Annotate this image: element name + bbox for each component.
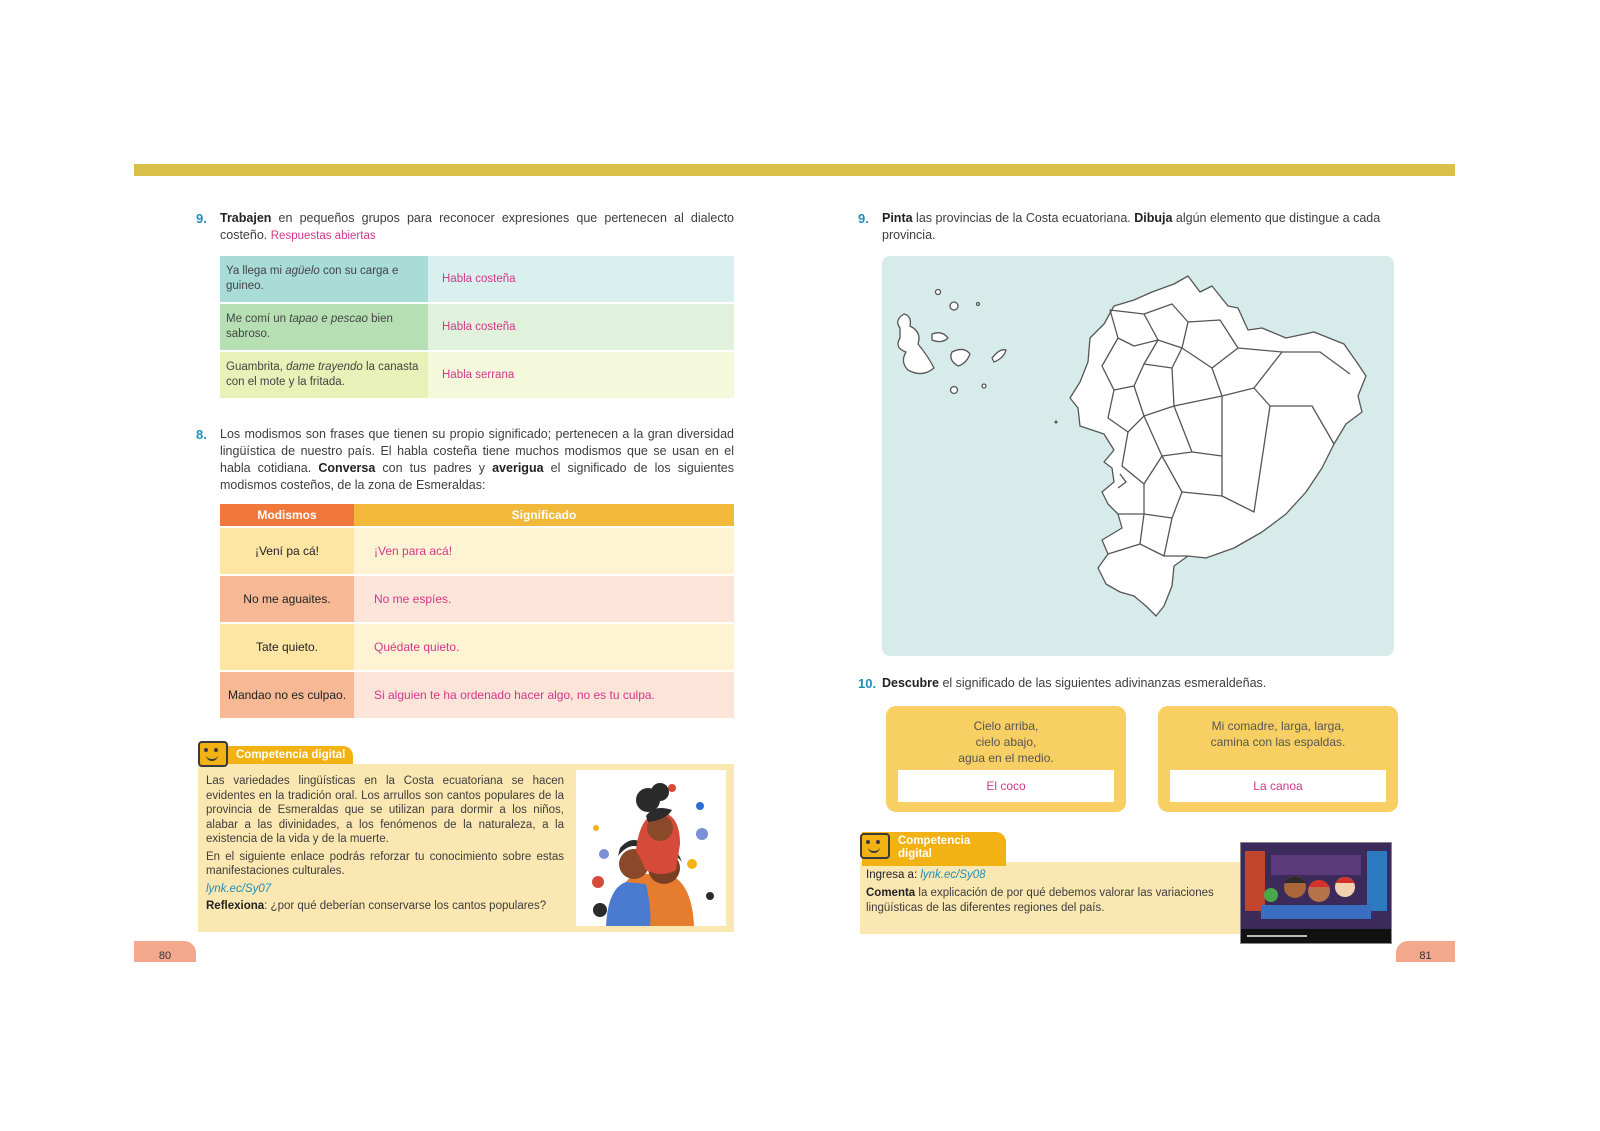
verb-pinta: Pinta bbox=[882, 211, 913, 225]
dialect-row bbox=[220, 303, 734, 351]
page-number-right: 81 bbox=[1396, 941, 1455, 962]
modismos-table bbox=[220, 504, 734, 720]
question-9-right bbox=[858, 210, 1398, 244]
intro-3: el significado de los siguientes modismos costeños, de la zona de Esmeraldas: bbox=[220, 461, 735, 492]
dialect-answer-cell[interactable]: Habla costeña bbox=[428, 303, 734, 351]
cartoon-classroom-image bbox=[1241, 843, 1391, 943]
comenta-line bbox=[866, 886, 1220, 915]
riddle-text bbox=[886, 718, 1126, 766]
robot-icon bbox=[198, 741, 228, 767]
verb-averigua: averigua bbox=[492, 461, 544, 475]
question-text bbox=[882, 675, 1398, 692]
singers-illustration bbox=[576, 770, 726, 926]
comenta-label: Comenta bbox=[866, 887, 916, 899]
dialect-table bbox=[220, 256, 734, 400]
expression-cell bbox=[220, 256, 428, 303]
verb-conversa: Conversa bbox=[318, 461, 376, 475]
paragraph-2: En el siguiente enlace podrás reforzar tu conocimiento sobre estas manifestaciones culturales. bbox=[206, 850, 564, 877]
question-text bbox=[882, 210, 1398, 244]
expression-part: bien sabroso. bbox=[226, 313, 393, 340]
question-9-left bbox=[196, 210, 734, 245]
expression-part: Ya llega mi bbox=[226, 265, 286, 277]
link-sy07[interactable]: lynk.ec/Sy07 bbox=[206, 882, 272, 895]
riddle-line: Mi comadre, larga, larga, bbox=[1211, 719, 1345, 733]
modismo-cell: No me aguaites. bbox=[220, 575, 354, 623]
digital-competence-box-right bbox=[860, 862, 1240, 934]
significado-answer-cell[interactable]: No me espíes. bbox=[354, 575, 734, 623]
singers-illustration-svg bbox=[576, 770, 726, 926]
riddle-card-1 bbox=[886, 706, 1126, 812]
riddle-answer-field[interactable]: La canoa bbox=[1170, 770, 1386, 802]
badge-line-2: digital bbox=[898, 848, 932, 860]
answer-note: Respuestas abiertas bbox=[270, 230, 376, 242]
riddle-line: Cielo arriba, bbox=[973, 719, 1039, 733]
modismo-row bbox=[220, 527, 734, 575]
dialect-answer-cell[interactable]: Habla serrana bbox=[428, 351, 734, 399]
significado-answer-cell[interactable]: ¡Ven para acá! bbox=[354, 527, 734, 575]
riddle-answer-field[interactable]: El coco bbox=[898, 770, 1114, 802]
robot-icon bbox=[860, 833, 890, 859]
expression-part: con su carga e guineo. bbox=[226, 265, 399, 292]
expression-part: Guambrita, bbox=[226, 361, 287, 373]
expression-part: dame trayendo bbox=[286, 361, 363, 373]
digital-text bbox=[206, 774, 564, 914]
expression-cell bbox=[220, 351, 428, 399]
question-number: 8. bbox=[196, 427, 207, 442]
instruction: las provincias de la Costa ecuatoriana. bbox=[912, 211, 1135, 225]
reflexiona bbox=[206, 899, 564, 914]
digital-competence-box-left bbox=[198, 764, 734, 932]
badge-line-1: Competencia bbox=[898, 835, 971, 847]
reflexiona-question: : ¿por qué deberían conservarse los cantos populares? bbox=[264, 900, 547, 912]
video-thumbnail[interactable] bbox=[1240, 842, 1392, 944]
intro-2: con tus padres y bbox=[375, 461, 493, 475]
modismo-cell: Tate quieto. bbox=[220, 623, 354, 671]
ingresa-label: Ingresa a: bbox=[866, 869, 921, 881]
riddle-text bbox=[1158, 718, 1398, 750]
comenta-text: la explicación de por qué debemos valorar las variaciones lingüísticas de las diferentes regiones del país. bbox=[866, 887, 1214, 914]
modismo-row bbox=[220, 575, 734, 623]
question-number: 9. bbox=[858, 211, 869, 226]
dialect-row bbox=[220, 351, 734, 399]
digital-badge-left: Competencia digital bbox=[200, 746, 353, 764]
expression-part: Me comí un bbox=[226, 313, 290, 325]
small-island bbox=[1055, 421, 1058, 424]
modismo-row bbox=[220, 623, 734, 671]
question-8 bbox=[196, 426, 734, 494]
ingresa-line bbox=[866, 868, 1226, 883]
question-10 bbox=[858, 675, 1398, 692]
modismo-row bbox=[220, 671, 734, 719]
question-number: 10. bbox=[858, 676, 877, 691]
dialect-answer-cell[interactable]: Habla costeña bbox=[428, 256, 734, 303]
verb-trabajen: Trabajen bbox=[220, 211, 272, 225]
expression-part: tapao e pescao bbox=[289, 313, 368, 325]
header-significado: Significado bbox=[354, 504, 734, 527]
riddle-line: camina con las espaldas. bbox=[1210, 735, 1346, 749]
expression-part: la canasta con el mote y la fritada. bbox=[226, 361, 419, 388]
page-number-left: 80 bbox=[134, 941, 196, 962]
dialect-row bbox=[220, 256, 734, 303]
expression-part: agüelo bbox=[285, 265, 320, 277]
question-number: 9. bbox=[196, 211, 207, 226]
question-text bbox=[220, 210, 734, 245]
galapagos-islands bbox=[898, 290, 1006, 394]
significado-answer-cell[interactable]: Si alguien te ha ordenado hacer algo, no es tu culpa. bbox=[354, 671, 734, 719]
right-page bbox=[800, 0, 1600, 1131]
significado-answer-cell[interactable]: Quédate quieto. bbox=[354, 623, 734, 671]
verb-descubre: Descubre bbox=[882, 676, 939, 690]
reflexiona-label: Reflexiona bbox=[206, 900, 265, 912]
ecuador-provinces-map[interactable] bbox=[882, 256, 1394, 656]
header-modismos: Modismos bbox=[220, 504, 354, 527]
modismo-cell: ¡Vení pa cá! bbox=[220, 527, 354, 575]
riddle-card-2 bbox=[1158, 706, 1398, 812]
riddle-line: agua en el medio. bbox=[958, 751, 1054, 765]
question-text bbox=[220, 426, 734, 494]
instruction: en pequeños grupos para reconocer expresiones que pertenecen al dialecto costeño. bbox=[220, 211, 734, 242]
instruction-2: algún elemento que distingue a cada provincia. bbox=[882, 211, 1381, 242]
ecuador-map-panel bbox=[882, 256, 1394, 656]
intro: Los modismos son frases que tienen su propio significado; pertenecen a la gran diversidad lingüística de nuestro país. El habla costeña tiene muchos modismos que se usan en el habla cotidiana. bbox=[220, 427, 734, 475]
paragraph-1: Las variedades lingüísticas en la Costa ecuatoriana se hacen evidentes en la tradición oral. Los arrullos son cantos populares de la provincia de Esmeraldas que se utilizan para dormir a los niños, alabar a las divinidades, a los fenómenos de la naturaleza, a la existencia de la vida y de la muerte. bbox=[206, 775, 564, 845]
link-sy08[interactable]: lynk.ec/Sy08 bbox=[920, 869, 986, 881]
riddle-line: cielo abajo, bbox=[975, 735, 1037, 749]
instruction: el significado de las siguientes adivinanzas esmeraldeñas. bbox=[938, 676, 1267, 690]
expression-cell bbox=[220, 303, 428, 351]
verb-dibuja: Dibuja bbox=[1134, 211, 1173, 225]
modismo-cell: Mandao no es culpao. bbox=[220, 671, 354, 719]
mainland-ecuador bbox=[1070, 276, 1366, 616]
